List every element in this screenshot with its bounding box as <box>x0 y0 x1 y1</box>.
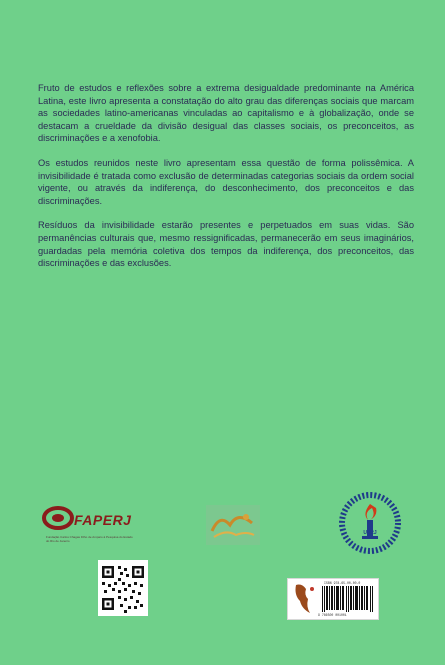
map-illustration-icon <box>290 581 320 617</box>
synopsis-paragraph-3: Resíduos da invisibilidade estarão presentes e perpetuados em suas vidas. São permanências culturais que, mesmo ressignificadas, permanecerão em seus imaginários, guardadas pela memória coletiva dos tempos da indiferença, dos preconceitos, das discriminações e das exclusões. <box>38 220 414 269</box>
faperj-logo <box>40 500 138 550</box>
isbn-label: ISBN 978-65-00-00-0 <box>324 581 361 585</box>
faperj-wordmark: FAPERJ <box>74 512 132 528</box>
synopsis <box>38 82 414 282</box>
editora-logo <box>206 505 260 545</box>
uerj-seal-icon <box>332 490 408 556</box>
uerj-logo <box>332 490 408 556</box>
qr-code <box>98 560 148 616</box>
synopsis-paragraph-1: Fruto de estudos e reflexões sobre a extrema desigualdade predominante na América Latina, este livro apresenta a constatação do alto grau das diferenças sociais que marcam as sociedades latino-americanas vinculadas ao capitalismo e à globalização, onde se destacam a crueldade da divisão desigual das classes sociais, os preconceitos, as discriminações e a xenofobia. <box>38 83 414 144</box>
editora-emblem-icon <box>206 505 260 545</box>
isbn-barcode <box>287 578 379 620</box>
uerj-initials: UERJ <box>363 530 377 536</box>
isbn-digits: 9 786500 001001 <box>318 613 347 617</box>
faperj-tagline: Fundação Carlos Chagas Filho de Amparo à Pesquisa do Estado do Rio de Janeiro <box>46 535 133 543</box>
barcode-icon <box>322 586 374 612</box>
synopsis-paragraph-2: Os estudos reunidos neste livro apresentam essa questão de forma polissêmica. A invisibilidade é tratada como exclusão de determinadas categorias sociais da ordem social vigente, ou através da indiferença, do desconhecimento, dos preconceitos e das discriminações. <box>38 157 414 206</box>
qr-code-icon <box>98 560 148 616</box>
